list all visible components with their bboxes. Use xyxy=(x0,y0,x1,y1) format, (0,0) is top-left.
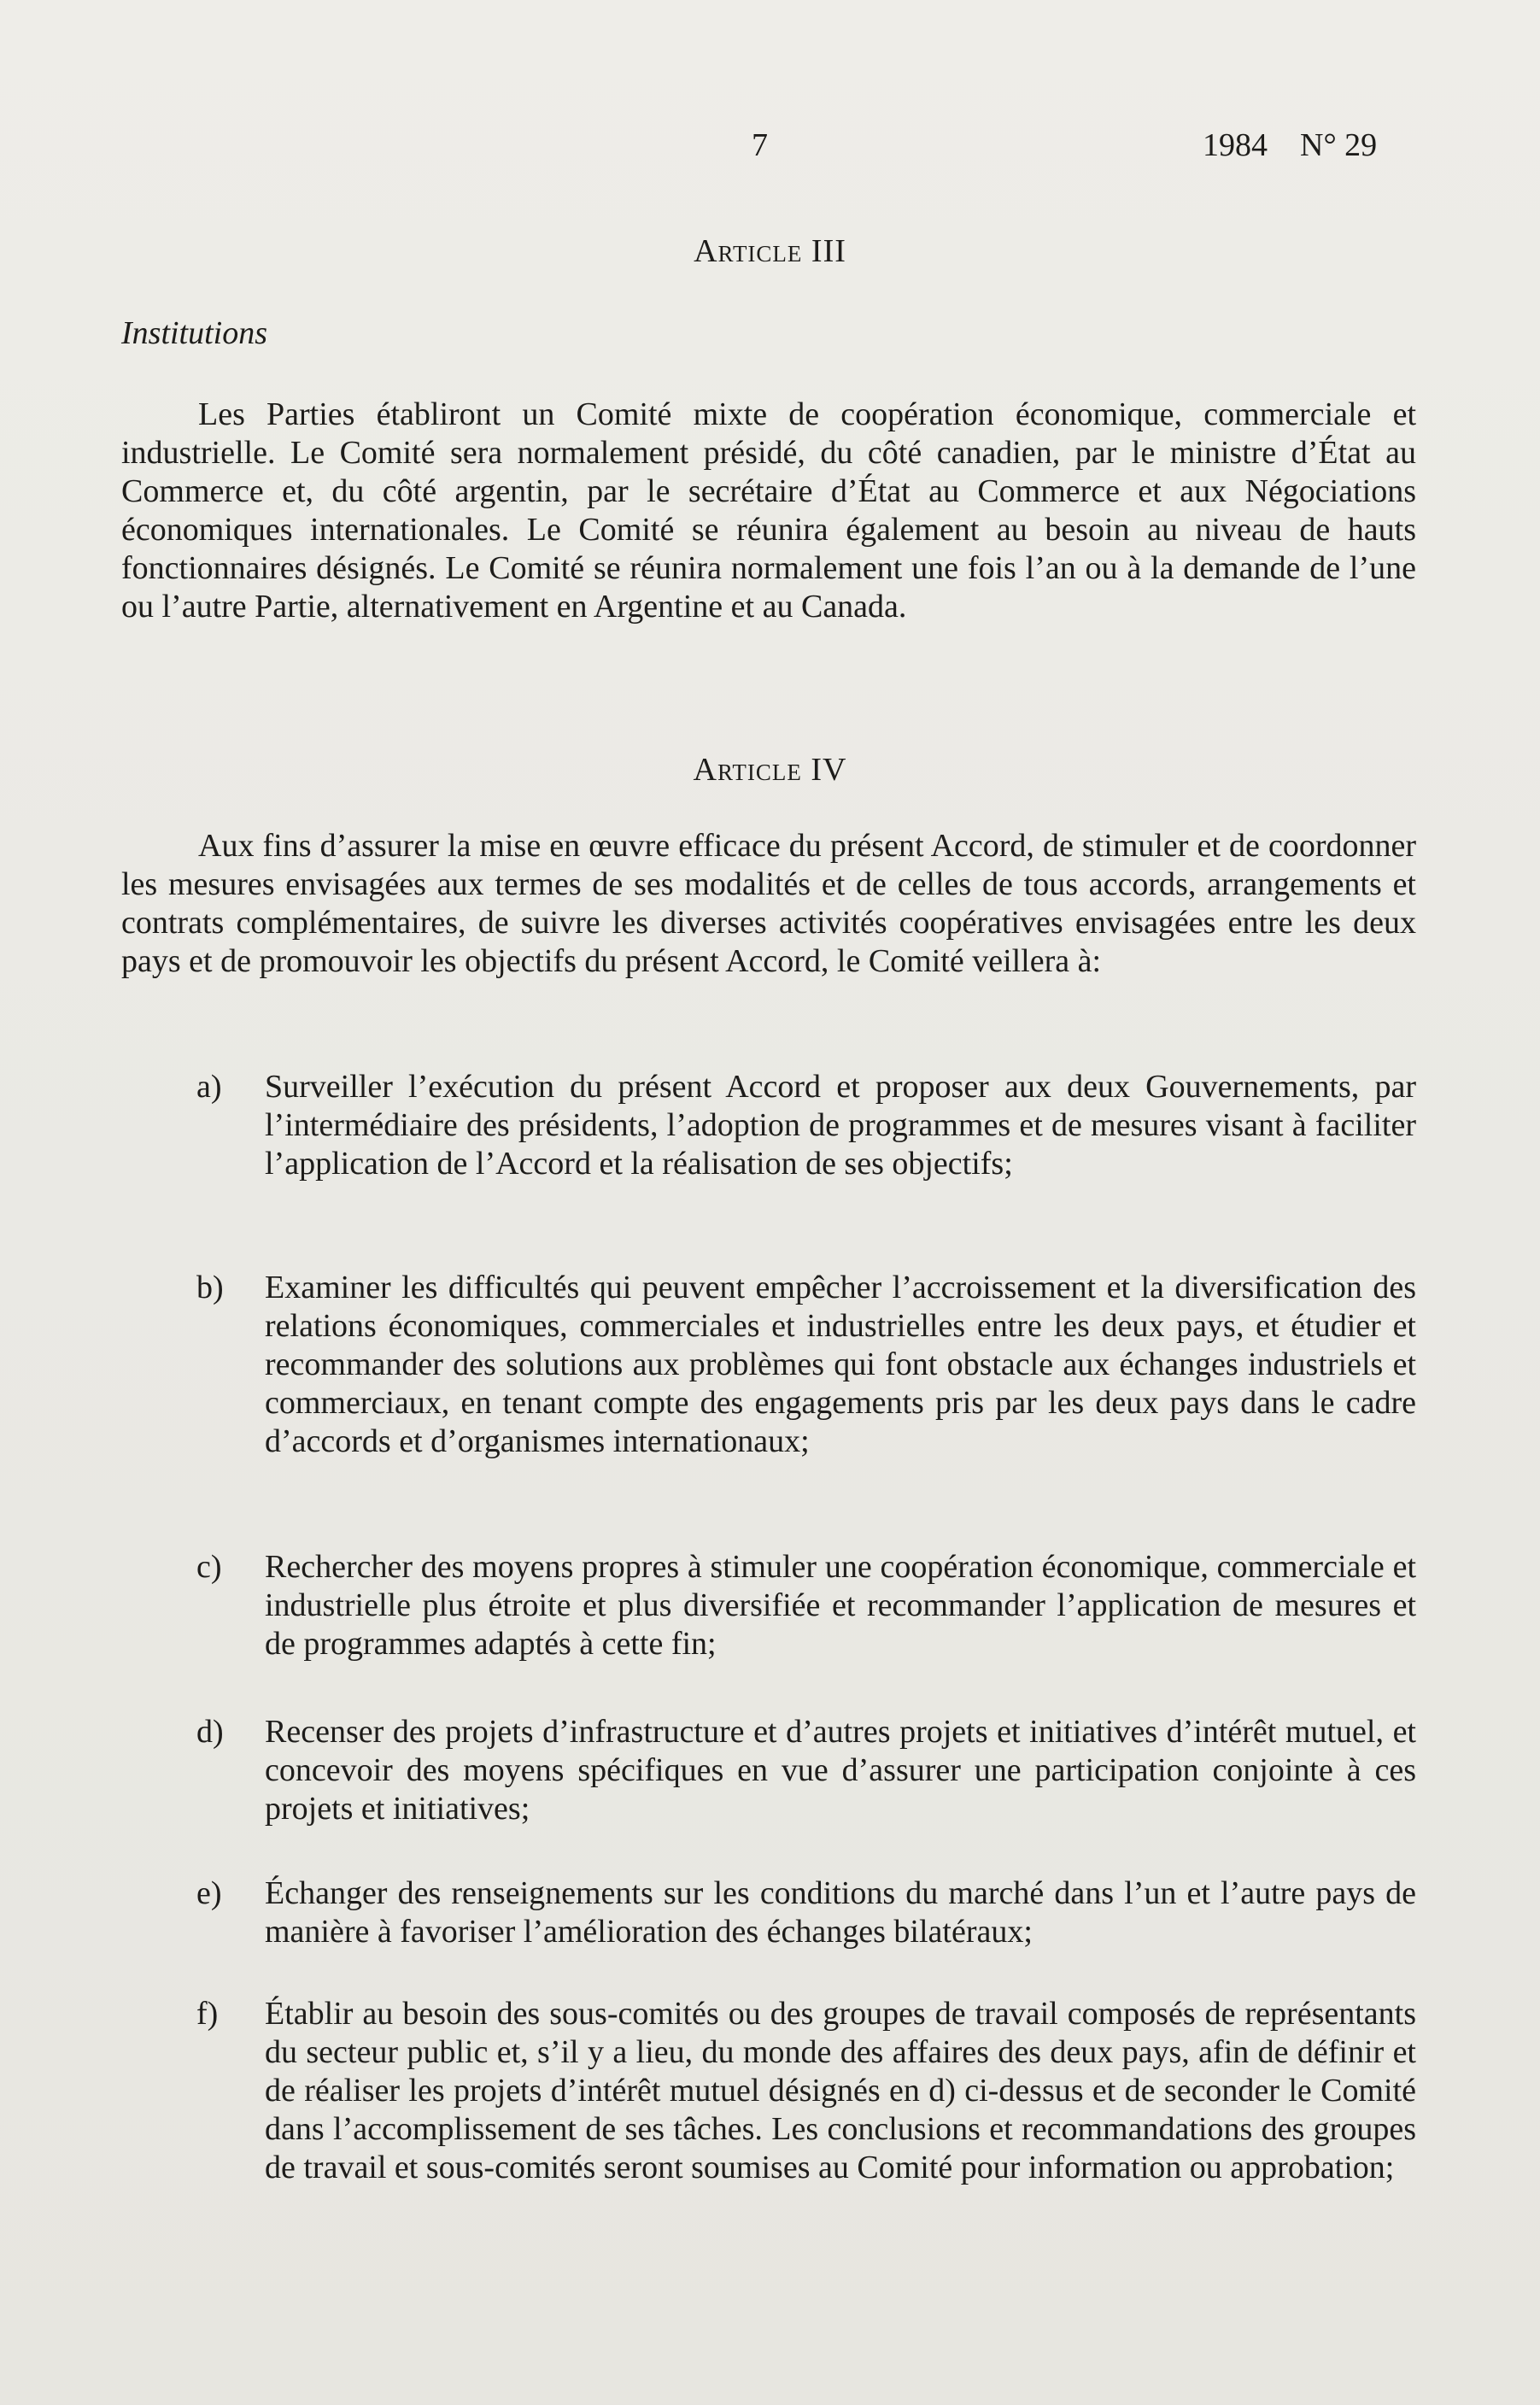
section-heading-institutions: Institutions xyxy=(121,315,268,351)
article-3-title-text: Article III xyxy=(694,233,846,269)
list-item-text: Rechercher des moyens propres à stimuler une coopération économique, commerciale et industrielle plus étroite et plus diversifiée et recommander l’application de mesures et de programmes adaptés à cette fin; xyxy=(265,1549,1416,1662)
list-item-letter: f) xyxy=(196,1996,219,2032)
list-item-text: Échanger des renseignements sur les conditions du marché dans l’un et l’autre pays de manière à favoriser l’amélioration des échanges bilatéraux; xyxy=(265,1875,1416,1950)
list-item-letter: e) xyxy=(196,1875,222,1911)
page-number: 7 xyxy=(752,127,768,163)
list-item-letter: a) xyxy=(196,1069,222,1105)
list-item-letter: b) xyxy=(196,1270,224,1305)
list-item-letter: c) xyxy=(196,1549,222,1585)
article-4-title xyxy=(0,751,1540,789)
list-item-c xyxy=(121,1548,1416,1663)
list-item-f xyxy=(121,1995,1416,2187)
article-3-title xyxy=(0,232,1540,270)
list-item-text: Recenser des projets d’infrastructure et d’autres projets et initiatives d’intérêt mutuel, et concevoir des moyens spécifiques en vue d’assurer une participation conjointe à ces projets et initiatives; xyxy=(265,1714,1416,1827)
list-item-letter: d) xyxy=(196,1714,224,1750)
list-item-d xyxy=(121,1713,1416,1828)
article-3-paragraph: Les Parties établiront un Comité mixte de coopération économique, commerciale et industrielle. Le Comité sera normalement présidé, du côté canadien, par le ministre d’État au Commerce et, du côté argentin, par le secrétaire d’État au Commerce et aux Négociations économiques internationales. Le Comité se réunira également au besoin au niveau de hauts fonctionnaires désignés. Le Comité se réunira normalement une fois l’an ou à la demande de l’une ou l’autre Partie, alternativement en Argentine et au Canada. xyxy=(121,396,1416,625)
article-4-intro: Aux fins d’assurer la mise en œuvre efficace du présent Accord, de stimuler et de coordonner les mesures envisagées aux termes de ses modalités et de celles de tous accords, arrangements et contrats complémentaires, de suivre les diverses activités coopératives envisagées entre les deux pays et de promouvoir les objectifs du présent Accord, le Comité veillera à: xyxy=(121,828,1416,979)
list-item-a xyxy=(121,1068,1416,1183)
article-4-title-text: Article IV xyxy=(693,752,847,788)
list-item-b xyxy=(121,1269,1416,1461)
list-item-text: Surveiller l’exécution du présent Accord et proposer aux deux Gouvernements, par l’intermédiaire des présidents, l’adoption de programmes et de mesures visant à faciliter l’application de l’Accord et la réalisation de ses objectifs; xyxy=(265,1069,1416,1182)
list-item-e xyxy=(121,1874,1416,1951)
list-item-text: Examiner les difficultés qui peuvent empêcher l’accroissement et la diversification des relations économiques, commerciales et industrielles entre les deux pays, et étudier et recommander des solutions aux problèmes qui font obstacle aux échanges industriels et commerciaux, en tenant compte des engagements pris par les deux pays dans le cadre d’accords et d’organismes internationaux; xyxy=(265,1270,1416,1459)
treaty-reference: 1984 N° 29 xyxy=(1203,127,1378,163)
list-item-text: Établir au besoin des sous-comités ou des groupes de travail composés de représentants du secteur public et, s’il y a lieu, du monde des affaires des deux pays, afin de définir et de réaliser les projets d’intérêt mutuel désignés en d) ci-dessus et de seconder le Comité dans l’accomplissement de ses tâches. Les conclusions et recommandations des groupes de travail et sous-comités seront soumises au Comité pour information ou approbation; xyxy=(265,1996,1416,2185)
